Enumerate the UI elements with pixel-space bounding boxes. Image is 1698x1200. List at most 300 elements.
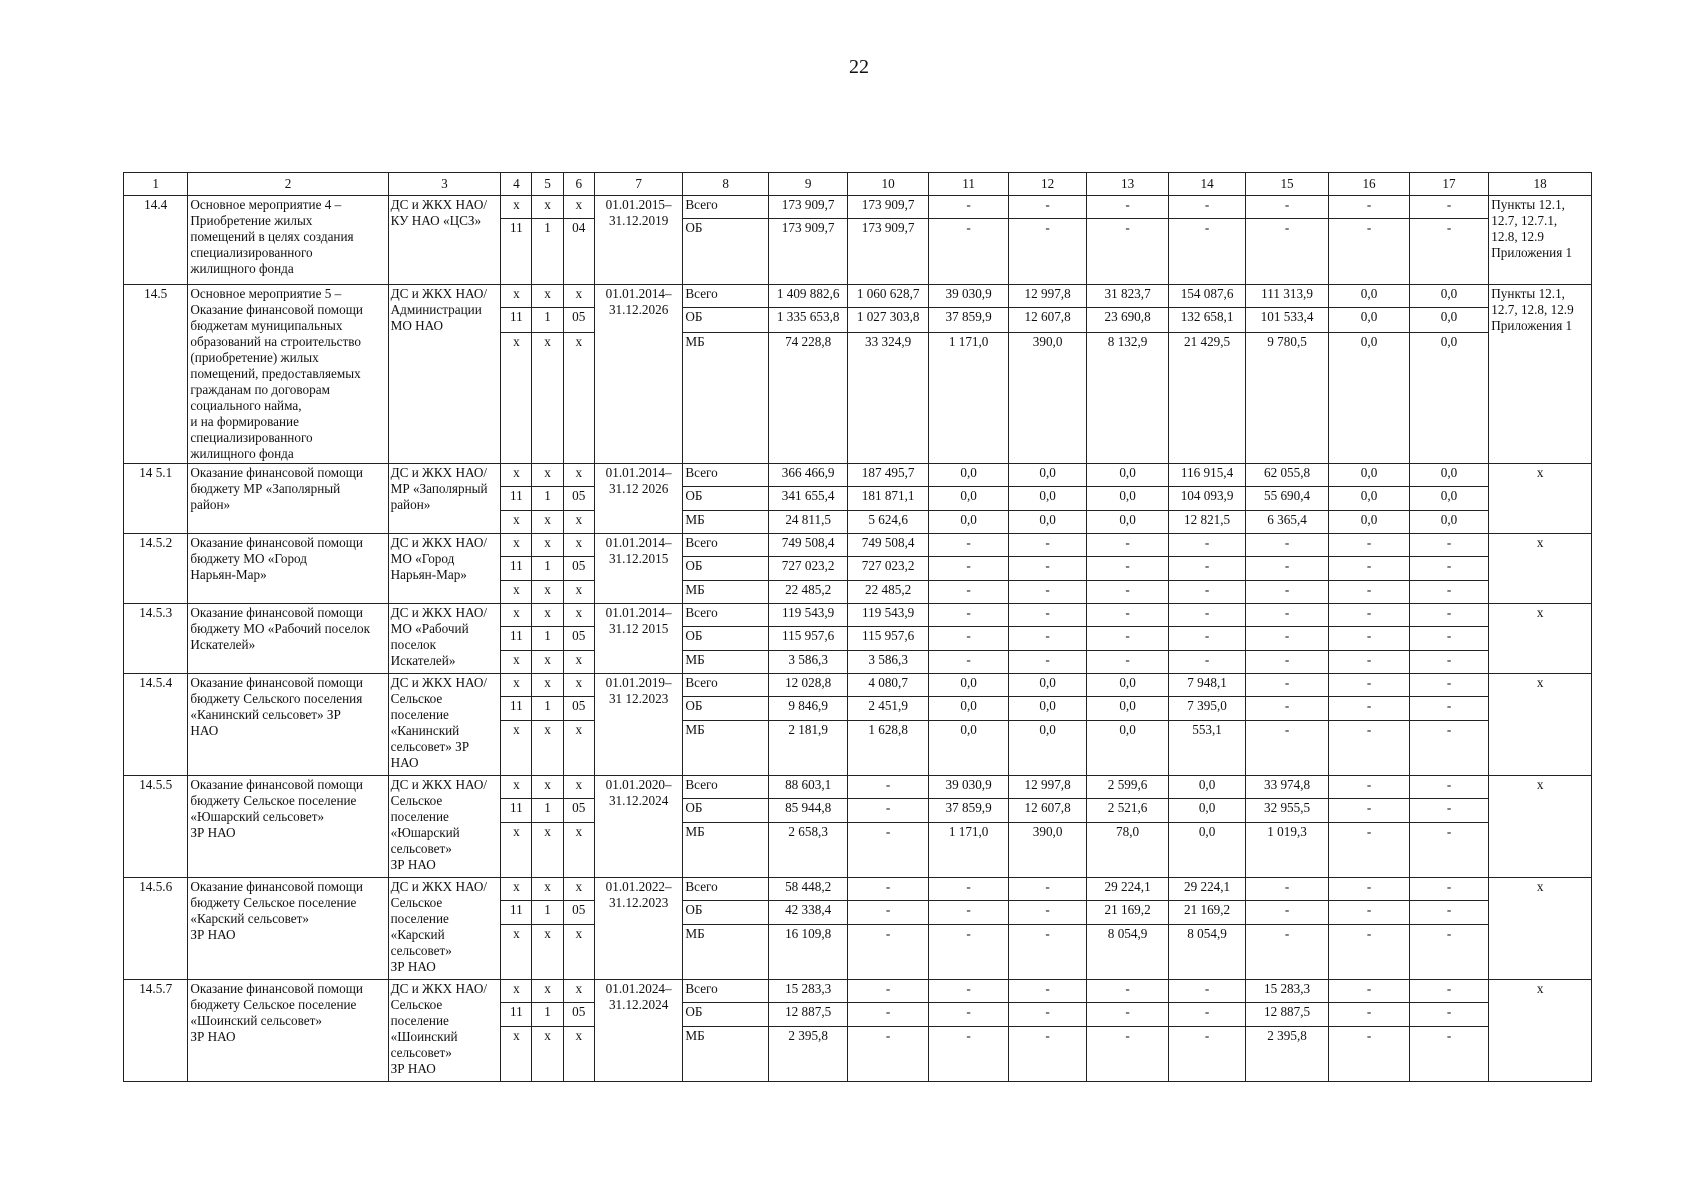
amount-cell: -: [928, 980, 1008, 1003]
amount-cell: -: [1409, 697, 1488, 721]
amount-cell: -: [1245, 581, 1329, 604]
amount-cell: -: [1409, 878, 1488, 901]
amount-cell: -: [1329, 1003, 1409, 1027]
note: Пункты 12.1, 12.7, 12.7.1, 12.8, 12.9 Приложения 1: [1489, 196, 1592, 285]
amount-cell: -: [1245, 925, 1329, 980]
amount-cell: 5 624,6: [848, 511, 928, 534]
table-row: [124, 285, 1592, 308]
amount-cell: -: [928, 604, 1008, 627]
note: х: [1489, 776, 1592, 878]
note: Пункты 12.1, 12.7, 12.8, 12.9 Приложения 1: [1489, 285, 1592, 464]
amount-cell: 85 944,8: [768, 799, 847, 823]
amount-cell: -: [1086, 196, 1169, 219]
amount-cell: 2 181,9: [768, 721, 847, 776]
code-col-4: 11: [501, 557, 532, 581]
amount-cell: 8 054,9: [1086, 925, 1169, 980]
amount-cell: -: [848, 925, 928, 980]
code-col-4: х: [501, 878, 532, 901]
amount-cell: 0,0: [1409, 285, 1488, 308]
code-col-5: х: [532, 1027, 563, 1082]
code-col-6: 04: [563, 219, 594, 285]
amount-cell: 1 027 303,8: [848, 308, 928, 332]
amount-cell: 1 060 628,7: [848, 285, 928, 308]
code-col-4: 11: [501, 308, 532, 332]
funding-source: Всего: [683, 604, 769, 627]
amount-cell: 74 228,8: [768, 332, 847, 463]
amount-cell: 12 997,8: [1009, 776, 1086, 799]
funding-source: ОБ: [683, 697, 769, 721]
amount-cell: -: [928, 651, 1008, 674]
code-col-6: х: [563, 651, 594, 674]
page-number: 22: [849, 56, 869, 78]
amount-cell: -: [1169, 627, 1245, 651]
amount-cell: 101 533,4: [1245, 308, 1329, 332]
note: х: [1489, 464, 1592, 534]
code-col-4: х: [501, 196, 532, 219]
amount-cell: -: [848, 823, 928, 878]
amount-cell: -: [848, 1027, 928, 1082]
amount-cell: -: [1329, 581, 1409, 604]
amount-cell: -: [1329, 557, 1409, 581]
code-col-5: х: [532, 604, 563, 627]
amount-cell: 173 909,7: [768, 219, 847, 285]
program-table: [123, 172, 1592, 1082]
code-col-5: х: [532, 464, 563, 487]
code-col-4: х: [501, 925, 532, 980]
amount-cell: 187 495,7: [848, 464, 928, 487]
executor: ДС и ЖКХ НАО/ Сельское поселение «Канинский сельсовет» ЗР НАО: [388, 674, 501, 776]
amount-cell: -: [1086, 557, 1169, 581]
code-col-6: х: [563, 534, 594, 557]
period: 01.01.2014– 31.12.2026: [594, 285, 683, 464]
code-col-6: х: [563, 823, 594, 878]
amount-cell: -: [1409, 980, 1488, 1003]
table-row: [124, 980, 1592, 1003]
amount-cell: 341 655,4: [768, 487, 847, 511]
code-col-5: 1: [532, 697, 563, 721]
amount-cell: -: [1009, 604, 1086, 627]
funding-source: Всего: [683, 285, 769, 308]
amount-cell: 0,0: [1009, 697, 1086, 721]
funding-source: ОБ: [683, 557, 769, 581]
amount-cell: -: [1409, 823, 1488, 878]
code-col-5: х: [532, 776, 563, 799]
code-col-4: 11: [501, 487, 532, 511]
amount-cell: -: [1409, 721, 1488, 776]
funding-source: МБ: [683, 721, 769, 776]
code-col-5: х: [532, 823, 563, 878]
amount-cell: 390,0: [1009, 332, 1086, 463]
amount-cell: 29 224,1: [1086, 878, 1169, 901]
amount-cell: 2 395,8: [768, 1027, 847, 1082]
amount-cell: -: [1409, 901, 1488, 925]
funding-source: МБ: [683, 511, 769, 534]
code-col-6: 05: [563, 901, 594, 925]
amount-cell: 119 543,9: [848, 604, 928, 627]
amount-cell: 33 324,9: [848, 332, 928, 463]
amount-cell: 2 521,6: [1086, 799, 1169, 823]
code-col-4: х: [501, 651, 532, 674]
amount-cell: -: [1329, 674, 1409, 697]
amount-cell: 0,0: [1409, 511, 1488, 534]
amount-cell: 12 607,8: [1009, 799, 1086, 823]
code-col-6: х: [563, 196, 594, 219]
column-header: 10: [848, 173, 928, 196]
amount-cell: 1 335 653,8: [768, 308, 847, 332]
amount-cell: -: [1086, 651, 1169, 674]
amount-cell: 58 448,2: [768, 878, 847, 901]
code-col-5: х: [532, 534, 563, 557]
column-header: 3: [388, 173, 501, 196]
amount-cell: 0,0: [1329, 308, 1409, 332]
period: 01.01.2014– 31.12 2015: [594, 604, 683, 674]
amount-cell: 21 169,2: [1169, 901, 1245, 925]
activity-title: Оказание финансовой помощи бюджету МО «Город Нарьян-Мар»: [188, 534, 388, 604]
amount-cell: -: [1409, 1027, 1488, 1082]
table-body: [124, 173, 1592, 1082]
amount-cell: -: [848, 1003, 928, 1027]
table-row: [124, 674, 1592, 697]
amount-cell: -: [848, 776, 928, 799]
funding-source: Всего: [683, 980, 769, 1003]
amount-cell: 1 019,3: [1245, 823, 1329, 878]
amount-cell: -: [1009, 557, 1086, 581]
code-col-6: 05: [563, 308, 594, 332]
column-header: 15: [1245, 173, 1329, 196]
period: 01.01.2015– 31.12.2019: [594, 196, 683, 285]
amount-cell: 173 909,7: [848, 196, 928, 219]
amount-cell: 29 224,1: [1169, 878, 1245, 901]
amount-cell: 0,0: [1409, 487, 1488, 511]
amount-cell: -: [1009, 1003, 1086, 1027]
amount-cell: -: [1009, 651, 1086, 674]
code-col-5: 1: [532, 799, 563, 823]
table-row: [124, 776, 1592, 799]
executor: ДС и ЖКХ НАО/ МО «Рабочий поселок Искателей»: [388, 604, 501, 674]
amount-cell: 3 586,3: [768, 651, 847, 674]
funding-source: Всего: [683, 674, 769, 697]
amount-cell: -: [1409, 581, 1488, 604]
amount-cell: -: [1329, 219, 1409, 285]
amount-cell: 0,0: [1169, 799, 1245, 823]
amount-cell: -: [1086, 534, 1169, 557]
column-header: 2: [188, 173, 388, 196]
amount-cell: -: [1086, 1003, 1169, 1027]
amount-cell: 55 690,4: [1245, 487, 1329, 511]
note: х: [1489, 674, 1592, 776]
amount-cell: 0,0: [1169, 776, 1245, 799]
amount-cell: 15 283,3: [768, 980, 847, 1003]
amount-cell: -: [1086, 581, 1169, 604]
amount-cell: -: [1245, 219, 1329, 285]
row-number: 14.5.4: [124, 674, 188, 776]
amount-cell: -: [1409, 651, 1488, 674]
amount-cell: 119 543,9: [768, 604, 847, 627]
code-col-5: х: [532, 651, 563, 674]
amount-cell: 78,0: [1086, 823, 1169, 878]
amount-cell: -: [1409, 776, 1488, 799]
column-header: 9: [768, 173, 847, 196]
row-number: 14.4: [124, 196, 188, 285]
amount-cell: -: [1409, 604, 1488, 627]
amount-cell: -: [1409, 799, 1488, 823]
funding-source: ОБ: [683, 799, 769, 823]
amount-cell: 553,1: [1169, 721, 1245, 776]
amount-cell: 0,0: [1086, 511, 1169, 534]
amount-cell: -: [928, 581, 1008, 604]
code-col-6: х: [563, 721, 594, 776]
code-col-6: х: [563, 332, 594, 463]
amount-cell: -: [1086, 604, 1169, 627]
amount-cell: 22 485,2: [768, 581, 847, 604]
amount-cell: 366 466,9: [768, 464, 847, 487]
code-col-5: х: [532, 980, 563, 1003]
amount-cell: 0,0: [1329, 487, 1409, 511]
row-number: 14.5.5: [124, 776, 188, 878]
table-row: [124, 464, 1592, 487]
amount-cell: 24 811,5: [768, 511, 847, 534]
amount-cell: -: [1169, 196, 1245, 219]
amount-cell: 88 603,1: [768, 776, 847, 799]
amount-cell: -: [1329, 697, 1409, 721]
code-col-6: х: [563, 464, 594, 487]
amount-cell: 21 169,2: [1086, 901, 1169, 925]
amount-cell: 2 395,8: [1245, 1027, 1329, 1082]
period: 01.01.2020– 31.12.2024: [594, 776, 683, 878]
code-col-5: х: [532, 925, 563, 980]
note: х: [1489, 534, 1592, 604]
amount-cell: 12 997,8: [1009, 285, 1086, 308]
column-header: 8: [683, 173, 769, 196]
amount-cell: 4 080,7: [848, 674, 928, 697]
code-col-6: х: [563, 581, 594, 604]
amount-cell: -: [1245, 674, 1329, 697]
amount-cell: 390,0: [1009, 823, 1086, 878]
amount-cell: 16 109,8: [768, 925, 847, 980]
code-col-4: х: [501, 823, 532, 878]
amount-cell: -: [1329, 534, 1409, 557]
activity-title: Оказание финансовой помощи бюджету Сельского поселения «Канинский сельсовет» ЗР НАО: [188, 674, 388, 776]
code-col-6: х: [563, 674, 594, 697]
amount-cell: -: [1009, 878, 1086, 901]
code-col-5: х: [532, 721, 563, 776]
amount-cell: 181 871,1: [848, 487, 928, 511]
code-col-6: х: [563, 776, 594, 799]
amount-cell: -: [1009, 901, 1086, 925]
amount-cell: 0,0: [1009, 464, 1086, 487]
amount-cell: 0,0: [1009, 721, 1086, 776]
activity-title: Оказание финансовой помощи бюджету Сельское поселение «Юшарский сельсовет» ЗР НАО: [188, 776, 388, 878]
amount-cell: -: [1329, 878, 1409, 901]
funding-source: ОБ: [683, 901, 769, 925]
amount-cell: 12 821,5: [1169, 511, 1245, 534]
period: 01.01.2022– 31.12.2023: [594, 878, 683, 980]
amount-cell: -: [1086, 219, 1169, 285]
amount-cell: 0,0: [1329, 285, 1409, 308]
code-col-6: х: [563, 980, 594, 1003]
funding-source: ОБ: [683, 1003, 769, 1027]
amount-cell: -: [928, 557, 1008, 581]
code-col-5: 1: [532, 627, 563, 651]
code-col-4: х: [501, 776, 532, 799]
amount-cell: -: [1245, 627, 1329, 651]
code-col-4: 11: [501, 799, 532, 823]
code-col-6: х: [563, 878, 594, 901]
amount-cell: -: [1245, 557, 1329, 581]
amount-cell: 0,0: [1009, 487, 1086, 511]
executor: ДС и ЖКХ НАО/ КУ НАО «ЦСЗ»: [388, 196, 501, 285]
code-col-5: 1: [532, 557, 563, 581]
amount-cell: 1 628,8: [848, 721, 928, 776]
amount-cell: -: [928, 925, 1008, 980]
amount-cell: 749 508,4: [848, 534, 928, 557]
amount-cell: -: [1009, 581, 1086, 604]
amount-cell: 727 023,2: [768, 557, 847, 581]
amount-cell: 0,0: [1086, 697, 1169, 721]
amount-cell: 0,0: [928, 511, 1008, 534]
amount-cell: 12 887,5: [1245, 1003, 1329, 1027]
amount-cell: -: [1409, 674, 1488, 697]
amount-cell: 0,0: [1329, 332, 1409, 463]
code-col-5: х: [532, 511, 563, 534]
amount-cell: 9 780,5: [1245, 332, 1329, 463]
amount-cell: -: [1245, 196, 1329, 219]
amount-cell: -: [1169, 534, 1245, 557]
funding-source: Всего: [683, 464, 769, 487]
code-col-6: х: [563, 1027, 594, 1082]
code-col-6: х: [563, 604, 594, 627]
amount-cell: 0,0: [1329, 464, 1409, 487]
amount-cell: 7 395,0: [1169, 697, 1245, 721]
amount-cell: -: [1409, 219, 1488, 285]
amount-cell: 32 955,5: [1245, 799, 1329, 823]
amount-cell: -: [928, 1027, 1008, 1082]
amount-cell: -: [1409, 1003, 1488, 1027]
amount-cell: -: [1329, 651, 1409, 674]
amount-cell: -: [1329, 196, 1409, 219]
amount-cell: 0,0: [1009, 674, 1086, 697]
amount-cell: 37 859,9: [928, 799, 1008, 823]
amount-cell: 0,0: [1169, 823, 1245, 878]
amount-cell: 0,0: [1409, 464, 1488, 487]
funding-source: Всего: [683, 534, 769, 557]
amount-cell: -: [848, 901, 928, 925]
column-header: 5: [532, 173, 563, 196]
amount-cell: 9 846,9: [768, 697, 847, 721]
code-col-4: х: [501, 511, 532, 534]
amount-cell: 0,0: [1086, 487, 1169, 511]
executor: ДС и ЖКХ НАО/ МО «Город Нарьян-Мар»: [388, 534, 501, 604]
code-col-4: 11: [501, 697, 532, 721]
activity-title: Основное мероприятие 5 – Оказание финансовой помощи бюджетам муниципальных образований на строительство (приобретение) жилых помещений, предоставляемых гражданам по договорам социального найма, и на формирование специализированного жилищного фонда: [188, 285, 388, 464]
amount-cell: -: [1009, 1027, 1086, 1082]
amount-cell: 22 485,2: [848, 581, 928, 604]
table-row: [124, 196, 1592, 219]
code-col-5: х: [532, 878, 563, 901]
funding-source: ОБ: [683, 487, 769, 511]
column-header: 17: [1409, 173, 1488, 196]
amount-cell: -: [1169, 557, 1245, 581]
amount-cell: 132 658,1: [1169, 308, 1245, 332]
amount-cell: -: [1009, 627, 1086, 651]
code-col-6: 05: [563, 697, 594, 721]
code-col-5: х: [532, 285, 563, 308]
period: 01.01.2024– 31.12.2024: [594, 980, 683, 1082]
amount-cell: 0,0: [1086, 721, 1169, 776]
amount-cell: -: [1086, 1027, 1169, 1082]
activity-title: Оказание финансовой помощи бюджету Сельское поселение «Шоинский сельсовет» ЗР НАО: [188, 980, 388, 1082]
amount-cell: -: [928, 901, 1008, 925]
code-col-5: х: [532, 332, 563, 463]
amount-cell: -: [928, 534, 1008, 557]
amount-cell: 1 409 882,6: [768, 285, 847, 308]
amount-cell: -: [1409, 925, 1488, 980]
code-col-6: х: [563, 925, 594, 980]
amount-cell: 3 586,3: [848, 651, 928, 674]
funding-source: ОБ: [683, 219, 769, 285]
funding-source: Всего: [683, 776, 769, 799]
code-col-4: х: [501, 604, 532, 627]
funding-source: МБ: [683, 581, 769, 604]
amount-cell: 749 508,4: [768, 534, 847, 557]
code-col-6: 05: [563, 1003, 594, 1027]
amount-cell: -: [1245, 901, 1329, 925]
amount-cell: 23 690,8: [1086, 308, 1169, 332]
row-number: 14.5: [124, 285, 188, 464]
executor: ДС и ЖКХ НАО/ Сельское поселение «Карский сельсовет» ЗР НАО: [388, 878, 501, 980]
amount-cell: -: [1329, 721, 1409, 776]
amount-cell: 37 859,9: [928, 308, 1008, 332]
amount-cell: -: [1409, 196, 1488, 219]
funding-source: Всего: [683, 196, 769, 219]
amount-cell: -: [1409, 557, 1488, 581]
code-col-4: х: [501, 332, 532, 463]
amount-cell: 0,0: [928, 721, 1008, 776]
amount-cell: 2 658,3: [768, 823, 847, 878]
amount-cell: 33 974,8: [1245, 776, 1329, 799]
amount-cell: -: [928, 1003, 1008, 1027]
code-col-5: 1: [532, 308, 563, 332]
activity-title: Оказание финансовой помощи бюджету МО «Рабочий поселок Искателей»: [188, 604, 388, 674]
code-col-6: 05: [563, 799, 594, 823]
amount-cell: -: [848, 878, 928, 901]
amount-cell: 39 030,9: [928, 285, 1008, 308]
amount-cell: 15 283,3: [1245, 980, 1329, 1003]
executor: ДС и ЖКХ НАО/ МР «Заполярный район»: [388, 464, 501, 534]
column-header: 18: [1489, 173, 1592, 196]
activity-title: Оказание финансовой помощи бюджету Сельское поселение «Карский сельсовет» ЗР НАО: [188, 878, 388, 980]
code-col-4: х: [501, 581, 532, 604]
amount-cell: -: [1329, 925, 1409, 980]
amount-cell: -: [1245, 721, 1329, 776]
code-col-4: 11: [501, 901, 532, 925]
amount-cell: 0,0: [928, 697, 1008, 721]
funding-source: ОБ: [683, 308, 769, 332]
amount-cell: -: [1329, 799, 1409, 823]
funding-source: МБ: [683, 1027, 769, 1082]
amount-cell: 104 093,9: [1169, 487, 1245, 511]
amount-cell: -: [1329, 980, 1409, 1003]
amount-cell: -: [848, 980, 928, 1003]
amount-cell: 727 023,2: [848, 557, 928, 581]
executor: ДС и ЖКХ НАО/ Сельское поселение «Шоинский сельсовет» ЗР НАО: [388, 980, 501, 1082]
amount-cell: -: [928, 878, 1008, 901]
amount-cell: 111 313,9: [1245, 285, 1329, 308]
amount-cell: 2 599,6: [1086, 776, 1169, 799]
column-header: 1: [124, 173, 188, 196]
amount-cell: -: [1329, 823, 1409, 878]
funding-source: МБ: [683, 925, 769, 980]
